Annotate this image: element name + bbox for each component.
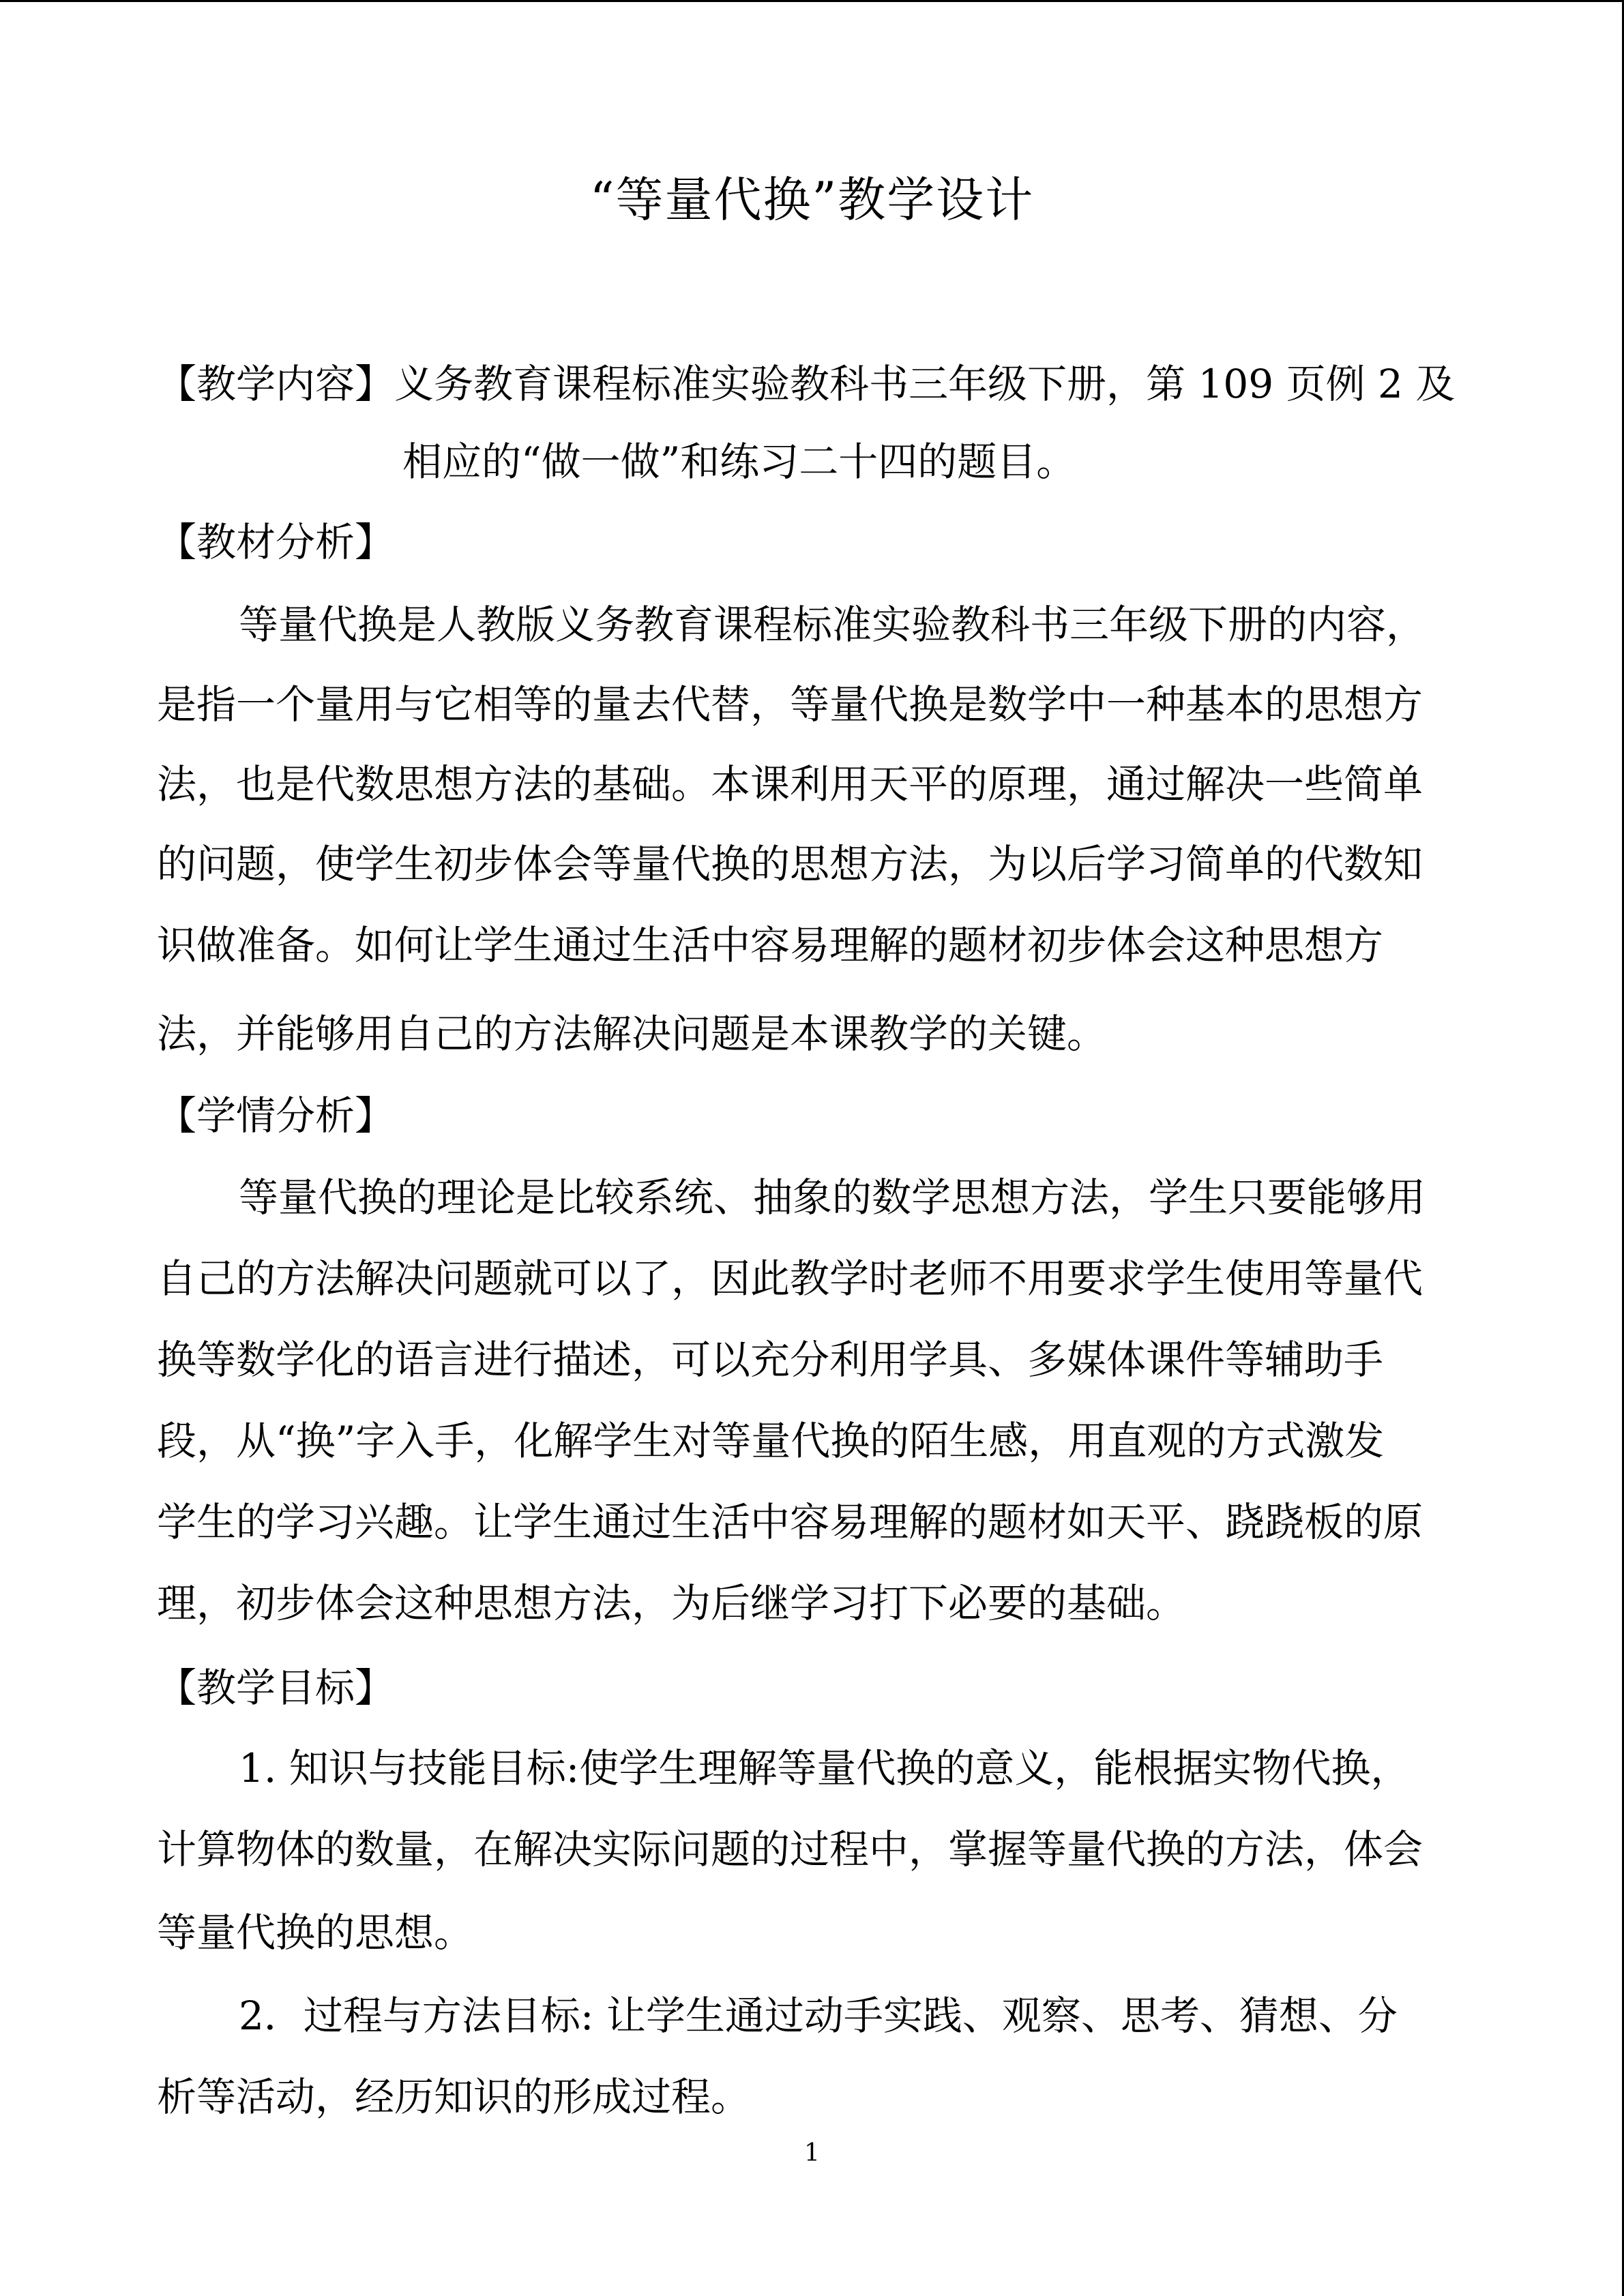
document-title: “等量代换”教学设计 — [589, 172, 1035, 228]
content-text-line-1: 义务教育课程标准实验教科书三年级下册，第 109 页例 2 及 — [394, 361, 1456, 407]
content-text-line-2: 相应的“做一做”和练习二十四的题目。 — [402, 438, 1076, 485]
objective-1-line: 计算物体的数量，在解决实际问题的过程中，掌握等量代换的方法，体会 — [157, 1826, 1423, 1873]
objective-1-line: 等量代换的思想。 — [157, 1909, 474, 1956]
page-number: 1 — [804, 2139, 820, 2167]
paragraph-line: 自己的方法解决问题就可以了，因此教学时老师不用要求学生使用等量代 — [157, 1255, 1423, 1302]
paragraph-line: 理，初步体会这种思想方法，为后继学习打下必要的基础。 — [157, 1580, 1186, 1626]
paragraph-line: 换等数学化的语言进行描述，可以充分利用学具、多媒体课件等辅助手 — [157, 1337, 1384, 1383]
paragraph-line: 识做准备。如何让学生通过生活中容易理解的题材初步体会这种思想方 — [157, 922, 1384, 968]
objective-2-line: 2．过程与方法目标: 让学生通过动手实践、观察、思考、猜想、分 — [239, 1993, 1398, 2039]
section-content — [157, 357, 1455, 411]
section-heading-objectives: 【教学目标】 — [157, 1665, 395, 1711]
paragraph-line: 段，从“换”字入手，化解学生对等量代换的陌生感，用直观的方式激发 — [157, 1418, 1385, 1464]
section-heading-student-analysis: 【学情分析】 — [157, 1092, 395, 1139]
section-heading-content: 【教学内容】 — [157, 361, 395, 407]
paragraph-line: 法，并能够用自己的方法解决问题是本课教学的关键。 — [157, 1011, 1107, 1057]
objective-1-line: 1. 知识与技能目标:使学生理解等量代换的意义，能根据实物代换， — [239, 1745, 1411, 1791]
paragraph-line: 法，也是代数思想方法的基础。本课利用天平的原理，通过解决一些简单 — [157, 761, 1423, 807]
paragraph-line: 等量代换是人教版义务教育课程标准实验教科书三年级下册的内容， — [239, 601, 1426, 648]
paragraph-line: 等量代换的理论是比较系统、抽象的数学思想方法，学生只要能够用 — [239, 1174, 1426, 1221]
paragraph-line: 学生的学习兴趣。让学生通过生活中容易理解的题材如天平、跷跷板的原 — [157, 1499, 1423, 1545]
paragraph-line: 的问题，使学生初步体会等量代换的思想方法，为以后学习简单的代数知 — [157, 841, 1423, 887]
objective-2-line: 析等活动，经历知识的形成过程。 — [157, 2074, 751, 2120]
section-heading-material-analysis: 【教材分析】 — [157, 519, 395, 565]
paragraph-line: 是指一个量用与它相等的量去代替，等量代换是数学中一种基本的思想方 — [157, 681, 1423, 728]
